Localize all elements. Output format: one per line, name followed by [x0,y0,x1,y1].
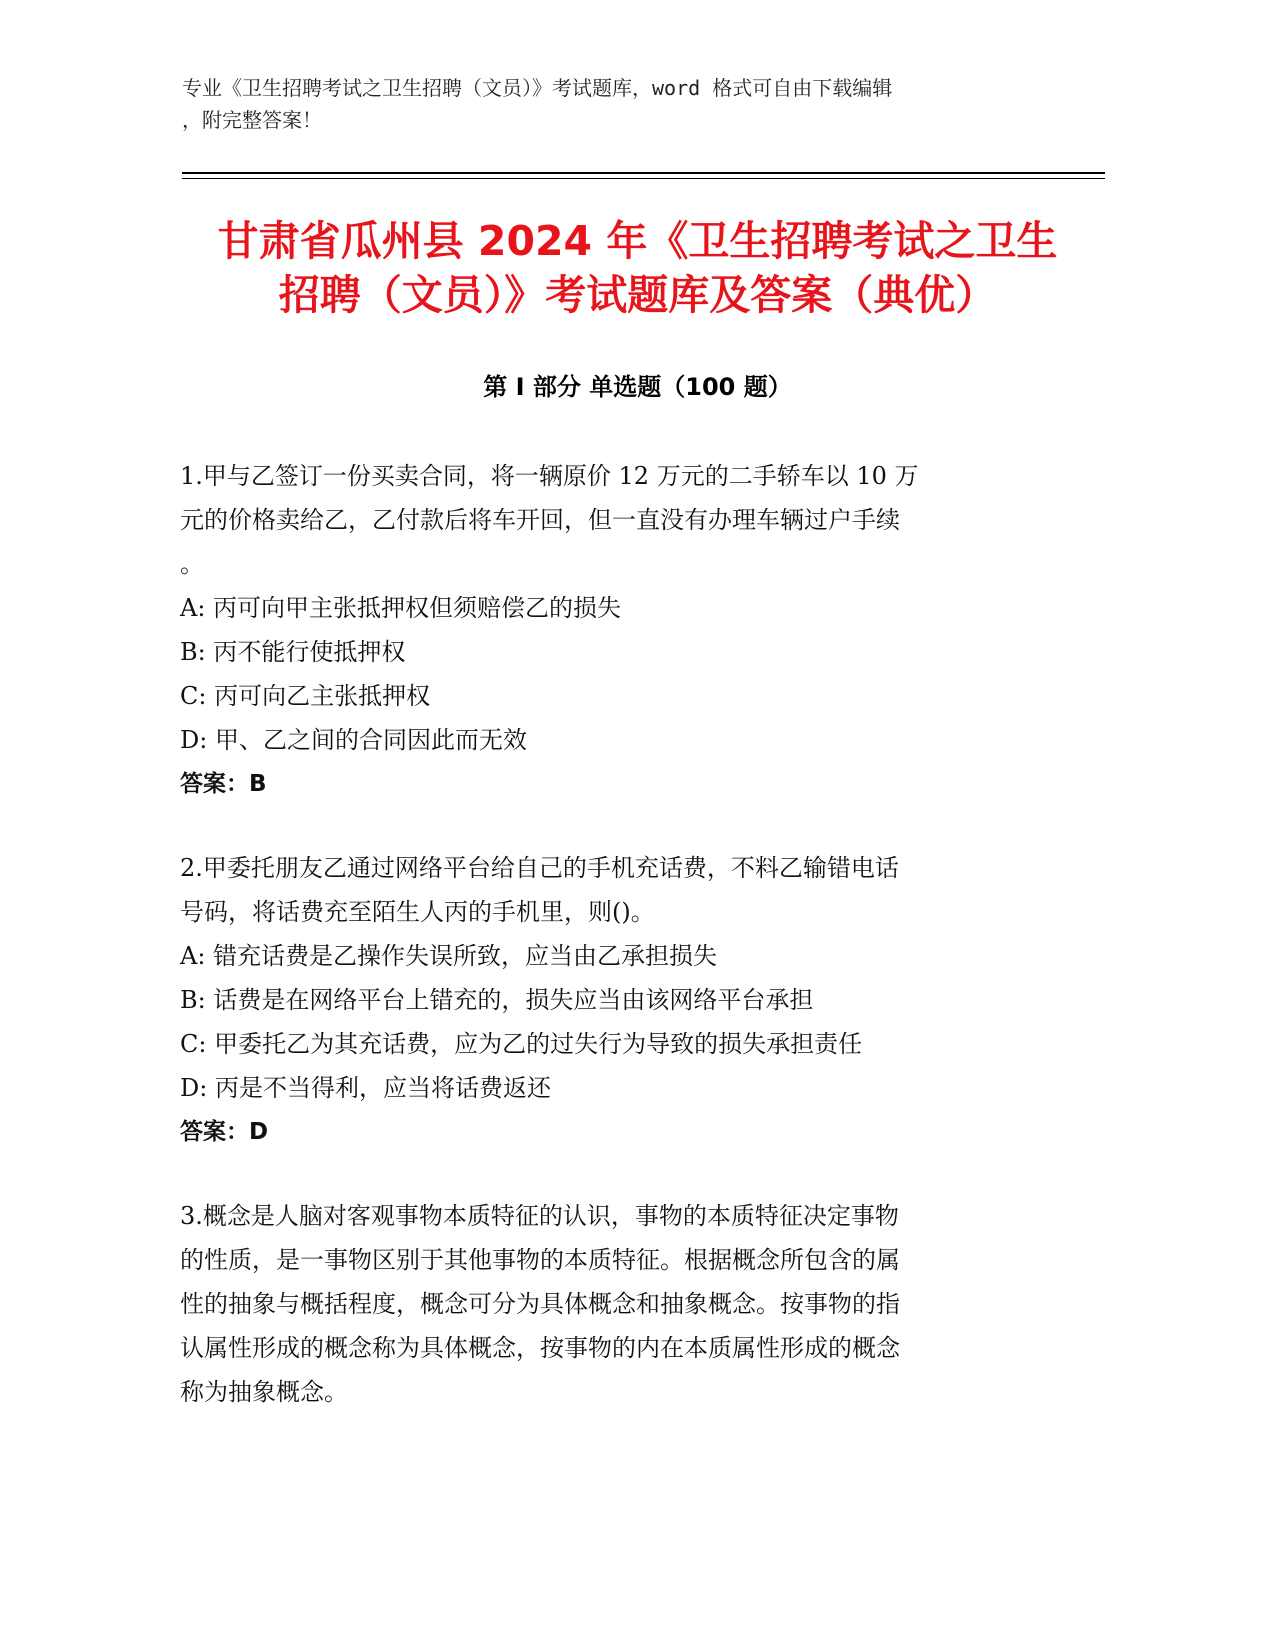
title-line: 甘肃省瓜州县 2024 年《卫生招聘考试之卫生 [217,217,1058,265]
section-heading: 第 I 部分 单选题（100 题） [483,373,792,401]
option-b: B: 话费是在网络平台上错充的，损失应当由该网络平台承担 [180,986,814,1014]
option-b: B: 丙不能行使抵押权 [180,638,406,666]
header-divider-thin [182,178,1105,179]
header-note-line: 专业《卫生招聘考试之卫生招聘（文员）》考试题库，word 格式可自由下载编辑 [182,76,893,100]
question-stem-line: 认属性形成的概念称为具体概念，按事物的内在本质属性形成的概念 [180,1334,900,1362]
header-divider [182,172,1105,174]
option-c: C: 甲委托乙为其充话费，应为乙的过失行为导致的损失承担责任 [180,1030,863,1058]
option-a: A: 丙可向甲主张抵押权但须赔偿乙的损失 [180,594,622,622]
question-stem-line: 2.甲委托朋友乙通过网络平台给自己的手机充话费，不料乙输错电话 [180,854,899,882]
header-note-line: ，附完整答案！ [182,108,322,132]
answer-line: 答案：B [180,771,267,797]
title-line: 招聘（文员）》考试题库及答案（典优） [278,271,997,319]
option-a: A: 错充话费是乙操作失误所致，应当由乙承担损失 [180,942,718,970]
header-note [182,72,1042,136]
question-stem-line: 1.甲与乙签订一份买卖合同，将一辆原价 12 万元的二手轿车以 10 万 [180,462,919,490]
question-stem-line: 号码，将话费充至陌生人丙的手机里，则()。 [180,898,655,926]
question-stem-line: 的性质，是一事物区别于其他事物的本质特征。根据概念所包含的属 [180,1246,900,1274]
answer-line: 答案：D [180,1119,269,1145]
question-stem-line: 称为抽象概念。 [180,1378,348,1406]
question-stem-line: 。 [180,550,204,578]
option-d: D: 甲、乙之间的合同因此而无效 [180,726,527,754]
option-c: C: 丙可向乙主张抵押权 [180,682,431,710]
document-title [140,214,1135,322]
question-item [180,1194,1020,1414]
question-stem-line: 性的抽象与概括程度，概念可分为具体概念和抽象概念。按事物的指 [180,1290,900,1318]
question-item [180,846,1020,1154]
question-stem-line: 元的价格卖给乙，乙付款后将车开回，但一直没有办理车辆过户手续 [180,506,900,534]
question-item [180,454,1020,806]
option-d: D: 丙是不当得利，应当将话费返还 [180,1074,551,1102]
question-stem-line: 3.概念是人脑对客观事物本质特征的认识，事物的本质特征决定事物 [180,1202,899,1230]
